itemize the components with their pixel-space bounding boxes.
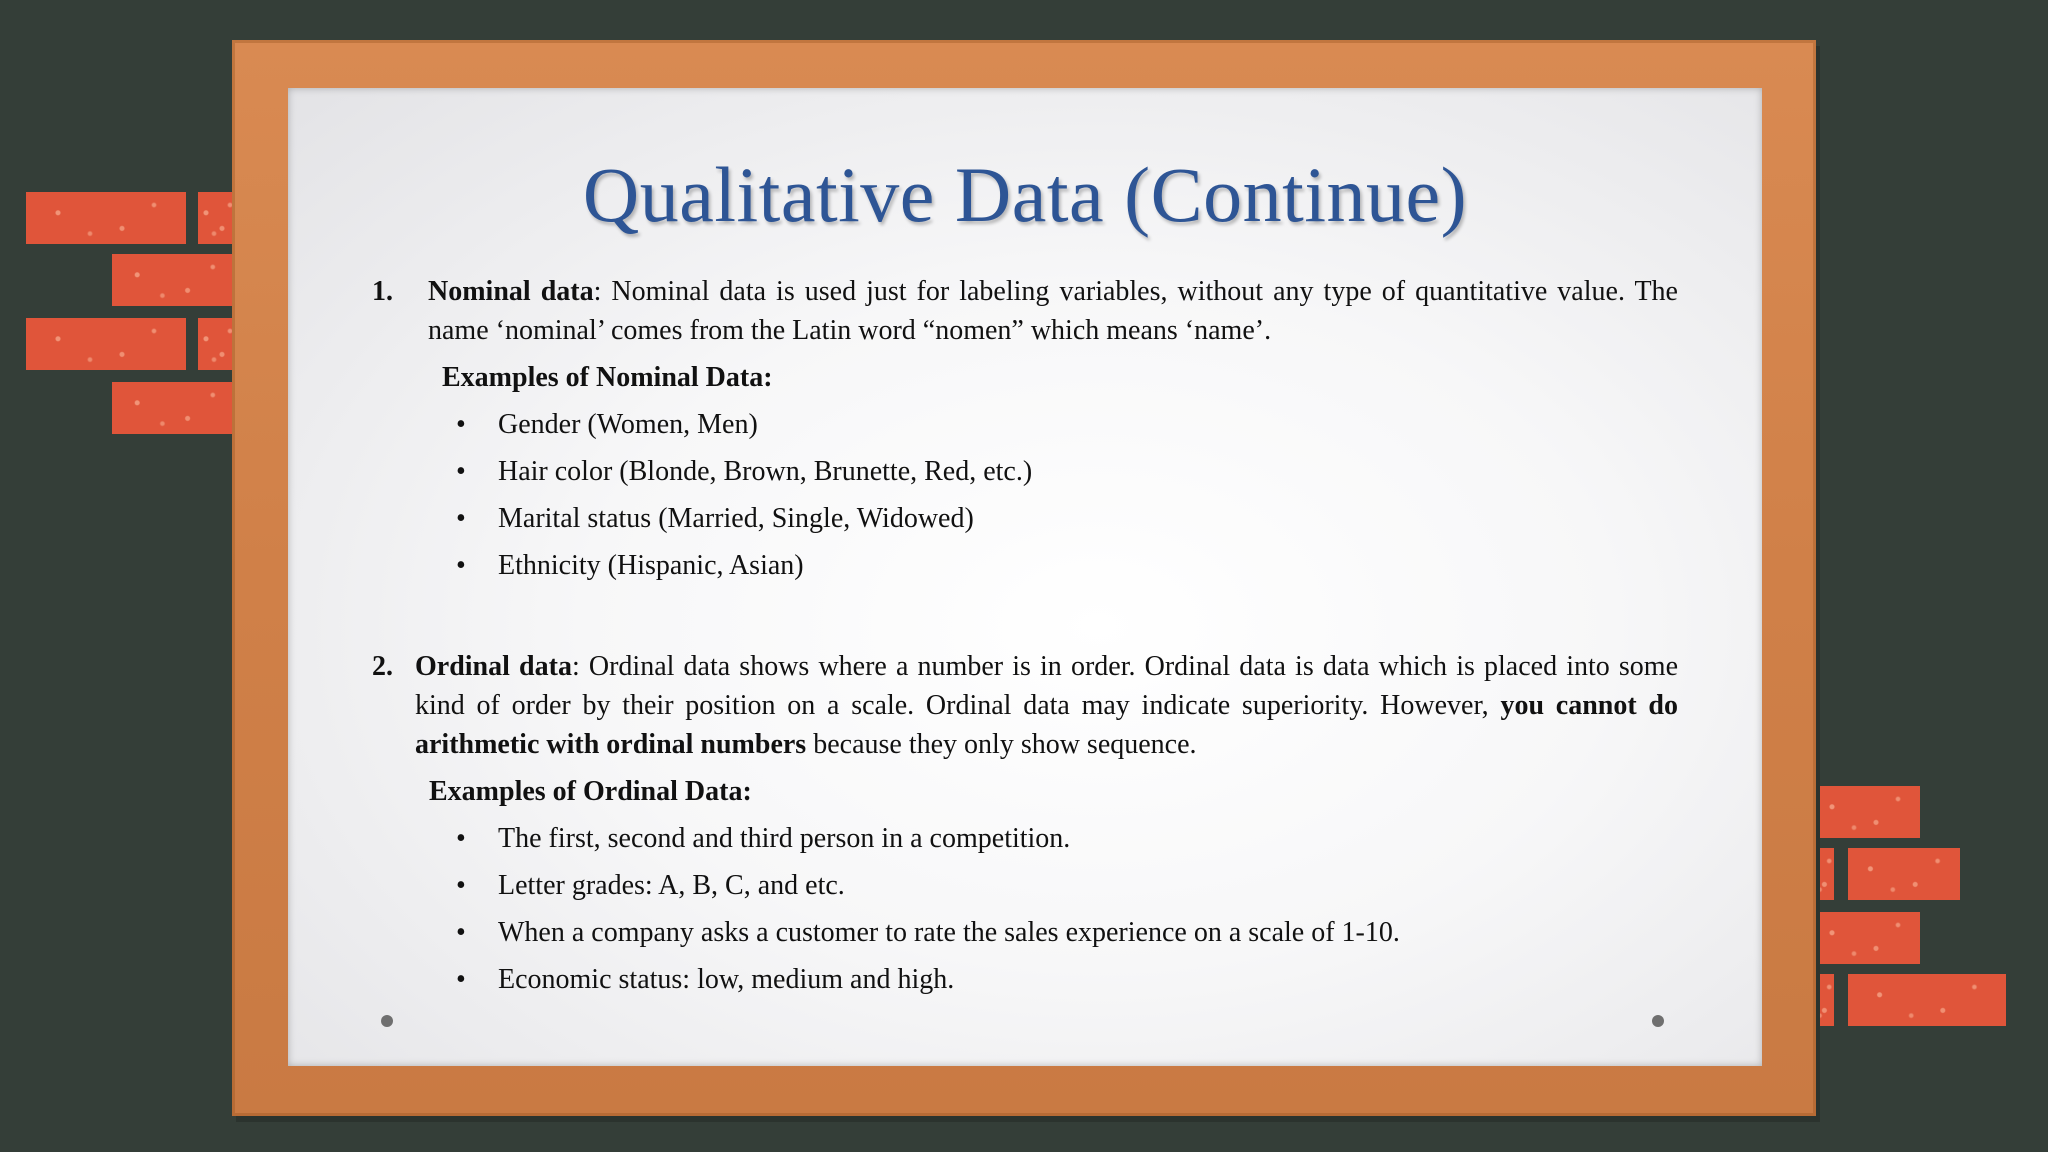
item-number: 2. [372, 651, 393, 682]
bullet-icon: • [456, 456, 466, 487]
list-item [372, 452, 1678, 499]
brick [1810, 786, 1920, 838]
examples-heading: Examples of Ordinal Data: [429, 776, 752, 807]
list-item-nominal [372, 272, 1678, 350]
slide-title: Qualitative Data (Continue) [582, 151, 1468, 238]
examples-heading: Examples of Nominal Data: [442, 362, 773, 393]
item-text: : Nominal data is used just for labeling variables, without any type of quantitative value. The name ‘nominal’ comes from the Latin word “nomen” which means ‘name’. [428, 276, 1678, 346]
item-text: : Ordinal data shows where a number is in order. Ordinal data is data which is placed into some kind of order by their position on a scale. Ordinal data may indicate superiority. However, [415, 651, 1679, 721]
bullet-icon: • [456, 409, 466, 440]
brick [1848, 848, 1960, 900]
examples-list [372, 819, 1678, 1007]
list-item [372, 546, 1678, 593]
examples-list [372, 405, 1678, 593]
example-text: When a company asks a customer to rate the sales experience on a scale of 1-10. [498, 917, 1400, 948]
bullet-icon: • [456, 823, 466, 854]
brick [1848, 974, 2006, 1026]
list-item [372, 960, 1678, 1007]
spacer [372, 593, 1678, 647]
item-description [428, 272, 1678, 350]
example-text: Marital status (Married, Single, Widowed) [498, 503, 974, 534]
list-item [372, 913, 1678, 960]
example-text: Hair color (Blonde, Brown, Brunette, Red, etc.) [498, 456, 1033, 487]
example-text: Ethnicity (Hispanic, Asian) [498, 550, 804, 581]
brick [112, 254, 238, 306]
pin-left [381, 1015, 393, 1027]
list-item [372, 866, 1678, 913]
list-item [372, 405, 1678, 452]
item-term: Ordinal data [415, 651, 572, 682]
bullet-icon: • [456, 870, 466, 901]
item-text-end: because they only show sequence. [806, 729, 1197, 760]
example-text: Letter grades: A, B, C, and etc. [498, 870, 845, 901]
list-item [372, 499, 1678, 546]
list-item [372, 819, 1678, 866]
slide-content [372, 272, 1678, 1007]
bullet-icon: • [456, 964, 466, 995]
pin-right [1652, 1015, 1664, 1027]
list-item-ordinal [372, 647, 1678, 764]
item-term: Nominal data [428, 276, 594, 307]
brick [112, 382, 238, 434]
bullet-icon: • [456, 503, 466, 534]
example-text: Gender (Women, Men) [498, 409, 758, 440]
bullet-icon: • [456, 550, 466, 581]
brick [1810, 912, 1920, 964]
bullet-icon: • [456, 917, 466, 948]
item-emphasis: you cannot do arithmetic with ordinal numbers [415, 690, 1678, 760]
example-text: The first, second and third person in a competition. [498, 823, 1071, 854]
brick [26, 192, 186, 244]
item-description [415, 647, 1678, 764]
item-number: 1. [372, 276, 393, 307]
brick [26, 318, 186, 370]
example-text: Economic status: low, medium and high. [498, 964, 955, 995]
